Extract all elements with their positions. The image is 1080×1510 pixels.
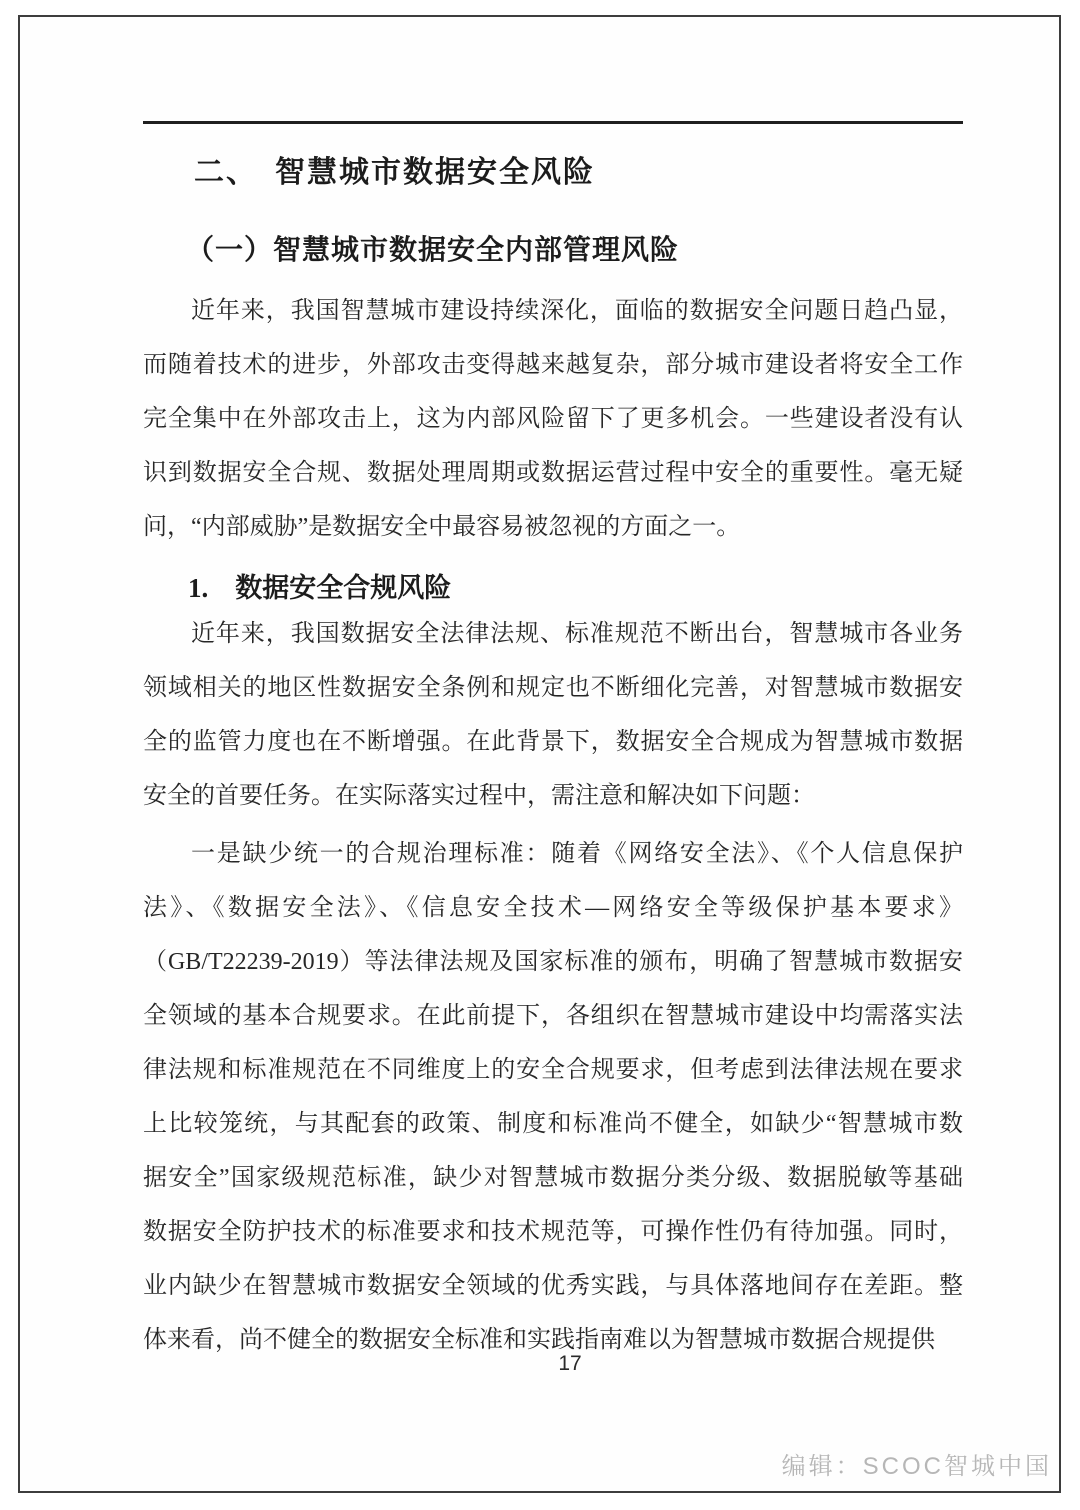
text-line: 近年来，我国智慧城市建设持续深化，面临的数据安全问题日趋凸显， <box>191 298 963 324</box>
text-line: 近年来，我国数据安全法律法规、标准规范不断出台，智慧城市各业务 <box>191 621 963 647</box>
text-line: 而随着技术的进步，外部攻击变得越来越复杂，部分城市建设者将安全工作 <box>143 352 963 378</box>
numbered-heading: 1. 数据安全合规风险 <box>188 573 452 603</box>
text-line: 律法规和标准规范在不同维度上的安全合规要求，但考虑到法律法规在要求 <box>143 1057 963 1083</box>
text-line: 完全集中在外部攻击上，这为内部风险留下了更多机会。一些建设者没有认 <box>143 406 963 432</box>
text-line: 数据安全防护技术的标准要求和技术规范等，可操作性仍有待加强。同时， <box>143 1219 963 1245</box>
text-line: 一是缺少统一的合规治理标准：随着《网络安全法》、《个人信息保护 <box>191 841 963 867</box>
paragraph-compliance-overview <box>143 607 963 823</box>
text-line: 问，“内部威胁”是数据安全中最容易被忽视的方面之一。 <box>143 514 741 540</box>
footer-credit: 编辑：SCOC智城中国 <box>781 1453 1052 1480</box>
text-line: 据安全”国家级规范标准，缺少对智慧城市数据分类分级、数据脱敏等基础 <box>143 1165 963 1191</box>
text-line: 安全的首要任务。在实际落实过程中，需注意和解决如下问题： <box>143 783 815 809</box>
text-line: 全的监管力度也在不断增强。在此背景下，数据安全合规成为智慧城市数据 <box>143 729 963 755</box>
text-line: 业内缺少在智慧城市数据安全领域的优秀实践，与具体落地间存在差距。整 <box>143 1273 963 1299</box>
text-line: 法》、《数据安全法》、《信息安全技术—网络安全等级保护基本要求》 <box>143 895 963 921</box>
paragraph-compliance-issues <box>143 827 963 1367</box>
paragraph-intro <box>143 284 963 554</box>
subsection-heading: （一）智慧城市数据安全内部管理风险 <box>186 235 680 266</box>
text-line: 上比较笼统，与其配套的政策、制度和标准尚不健全，如缺少“智慧城市数 <box>143 1111 963 1137</box>
text-line: 全领域的基本合规要求。在此前提下，各组织在智慧城市建设中均需落实法 <box>143 1003 963 1029</box>
page-number: 17 <box>558 1352 582 1375</box>
text-line: 领域相关的地区性数据安全条例和规定也不断细化完善，对智慧城市数据安 <box>143 675 963 701</box>
text-line: 体来看，尚不健全的数据安全标准和实践指南难以为智慧城市数据合规提供 <box>143 1327 935 1353</box>
section-heading: 二、 智慧城市数据安全风险 <box>194 156 595 189</box>
header-divider-rule <box>143 121 963 124</box>
text-line: （GB/T22239-2019）等法律法规及国家标准的颁布，明确了智慧城市数据安 <box>143 949 963 975</box>
text-line: 识到数据安全合规、数据处理周期或数据运营过程中安全的重要性。毫无疑 <box>143 460 963 486</box>
